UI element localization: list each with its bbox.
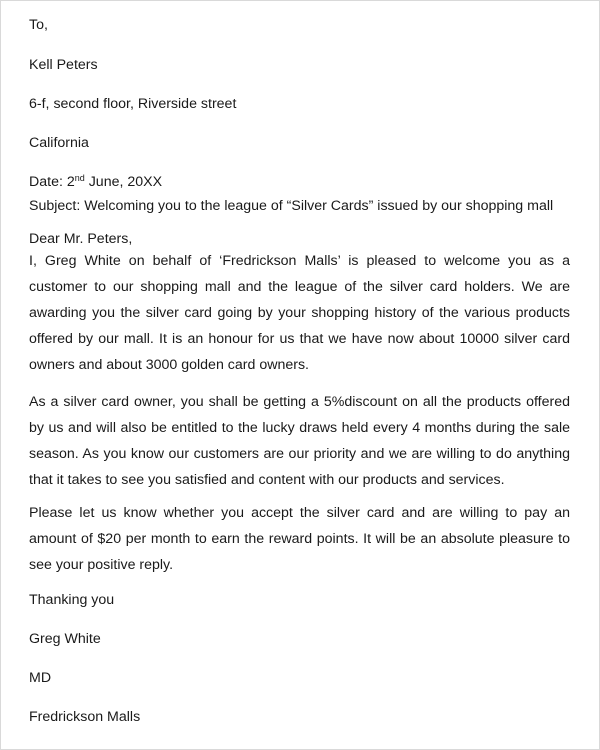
date-rest: June, 20XX <box>84 174 163 190</box>
company-name: Fredrickson Malls <box>29 709 141 725</box>
signer-name: Greg White <box>29 631 101 647</box>
recipient-state: California <box>29 135 89 151</box>
signer-title: MD <box>29 670 52 686</box>
recipient-address: 6-f, second floor, Riverside street <box>29 96 237 112</box>
date-ordinal-suffix: nd <box>74 173 85 183</box>
date-line <box>29 173 162 191</box>
date-prefix: Date: 2 <box>29 174 75 190</box>
recipient-name: Kell Peters <box>29 57 98 73</box>
salutation: Dear Mr. Peters, <box>29 231 133 247</box>
subject-line: Subject: Welcoming you to the league of “Silver Cards” issued by our shopping mall <box>29 198 554 214</box>
to-line: To, <box>29 17 48 33</box>
body-paragraph-2: As a silver card owner, you shall be getting a 5%discount on all the products offered by us and will also be entitled to the lucky draws held every 4 months during the sale season. As you know our customers are our priority and we are willing to do anything that it takes to see you satisfied and content with our products and services. <box>29 394 570 488</box>
closing-line: Thanking you <box>29 592 115 608</box>
body-paragraph-3: Please let us know whether you accept the silver card and are willing to pay an amount of $20 per month to earn the reward points. It will be an absolute pleasure to see your positive reply. <box>29 505 570 573</box>
body-paragraph-1: I, Greg White on behalf of ‘Fredrickson Malls’ is pleased to welcome you as a customer to our shopping mall and the league of the silver card holders. We are awarding you the silver card going by your shopping history of the various products offered by our mall. It is an honour for us that we have now about 10000 silver card owners and about 3000 golden card owners. <box>29 253 570 373</box>
